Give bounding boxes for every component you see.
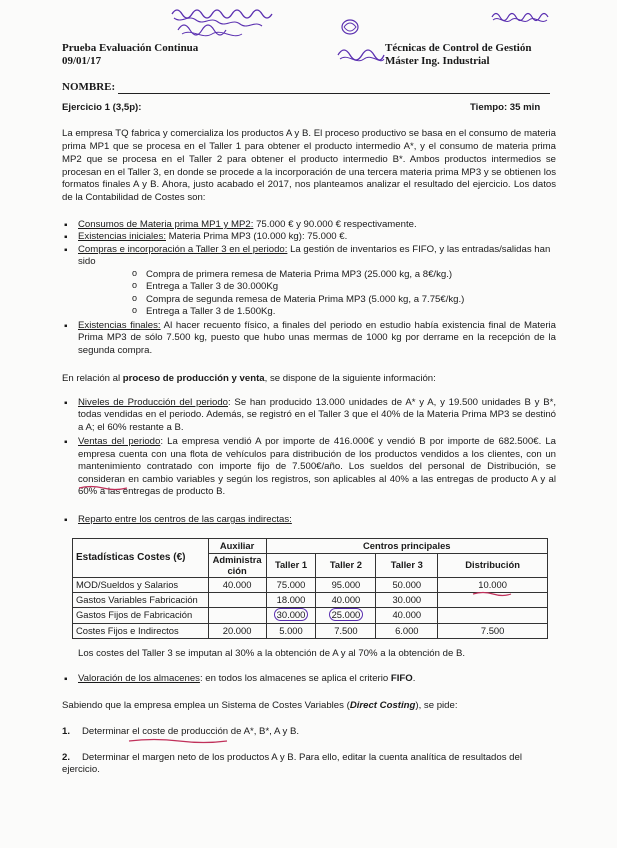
header-date: 09/01/17: [62, 55, 102, 67]
existencias-finales-item: ▪ Existencias finales: Al hacer recuento físico, a finales del periodo en estudio había existencia final de Materia Prima MP3 de sólo 7.500 kg, puesto que hubo unas mermas de 1000 kg por derrame en la recepción de la segunda compra.: [62, 320, 556, 357]
sub-list-item: o Entrega a Taller 3 de 30.000Kg: [132, 281, 556, 293]
name-line: [118, 93, 550, 94]
list-item: ▪ Ventas del periodo: La empresa vendió A por importe de 416.000€ y vendió B por importe de 682.500€. La empresa cuenta con una flota de vehículos para distribución de los productos vendidos a los clientes, con un mantenimiento contratado con importe fijo de 7.500€/año. Los sueldos del personal de Distribución, se consideran en cambio variables y según los registros, son aplicables al 40% a las entregas de producto A y al 60% a las entregas de producto B.: [62, 436, 556, 498]
list-item: ▪ Existencias iniciales: Materia Prima MP3 (10.000 kg): 75.000 €.: [62, 231, 556, 243]
handwritten-underline: [128, 738, 228, 744]
cost-data-list: [62, 219, 556, 319]
table-title: Estadísticas Costes (€): [73, 539, 209, 578]
sub-list-item: o Entrega a Taller 3 de 1.500Kg.: [132, 306, 556, 318]
col-header: Taller 2: [316, 554, 376, 578]
col-header: Administración: [208, 554, 266, 578]
handwritten-underline: [472, 591, 512, 597]
valoracion-item: ▪ Valoración de los almacenes: en todos los almacenes se aplica el criterio FIFO.: [62, 673, 415, 685]
exercise-title: Ejercicio 1 (3,5p):: [62, 102, 142, 113]
col-header: Distribución: [438, 554, 548, 578]
table-row: MOD/Sueldos y Salarios 40.000 75.000 95.000 50.000 10.000: [73, 577, 548, 592]
table-row: Gastos Fijos de Fabricación 30.000 25.000 40.000: [73, 608, 548, 623]
cost-statistics-table: [72, 538, 548, 639]
list-item: ▪ Compras e incorporación a Taller 3 en el periodo: La gestión de inventarios es FIFO, y las entradas/salidas han sido o Compra de primera remesa de Materia Prima MP3 (25.000 kg, a 8€/kg.) o Entrega a Taller 3 de 30.000Kg o Compra de segunda remesa de Materia Prima MP3 (5.000 kg, a 7.75€/kg.) o Entrega a Taller 3 de 1.500Kg.: [62, 244, 556, 319]
sub-list-item: o Compra de segunda remesa de Materia Prima MP3 (5.000 kg, a 7.75€/kg.): [132, 294, 556, 306]
exercise-time: Tiempo: 35 min: [470, 102, 541, 113]
table-row: Costes Fijos e Indirectos 20.000 5.000 7.500 6.000 7.500: [73, 623, 548, 638]
handwritten-scribble-top-right: [490, 9, 550, 25]
header-subject-title: Técnicas de Control de Gestión: [385, 42, 532, 54]
handwritten-underline: [78, 485, 128, 491]
principal-header: Centros principales: [266, 539, 547, 554]
question-2: 2. Determinar el margen neto de los productos A y B. Para ello, editar la cuenta analítica de resultados del ejercicio.: [62, 752, 522, 776]
list-item: ▪ Consumos de Materia prima MP1 y MP2: 75.000 € y 90.000 € respectivamente.: [62, 219, 556, 231]
question-1: 1. Determinar el coste de producción de A*, B*, A y B.: [62, 726, 300, 737]
sub-list-item: o Compra de primera remesa de Materia Prima MP3 (25.000 kg, a 8€/kg.): [132, 269, 556, 281]
production-data-list: [62, 397, 556, 499]
taller3-note: Los costes del Taller 3 se imputan al 30% a la obtención de A y al 70% a la obtención de B.: [78, 648, 466, 659]
col-header: Taller 3: [376, 554, 438, 578]
header-course-title: Prueba Evaluación Continua: [62, 42, 199, 54]
table-row: Gastos Variables Fabricación 18.000 40.000 30.000: [73, 593, 548, 608]
header-program: Máster Ing. Industrial: [385, 55, 490, 67]
col-header: Taller 1: [266, 554, 316, 578]
sabiendo-paragraph: Sabiendo que la empresa emplea un Sistema de Costes Variables (Direct Costing), se pide:: [62, 700, 458, 711]
handwritten-scribble-top-mid: [336, 17, 386, 63]
handwritten-scribble-top-center: [168, 4, 278, 42]
name-label: NOMBRE:: [62, 81, 116, 93]
reparto-item: ▪ Reparto entre los centros de las cargas indirectas:: [62, 514, 292, 526]
production-intro: En relación al proceso de producción y venta, se dispone de la siguiente información:: [62, 373, 436, 384]
list-item: ▪ Niveles de Producción del periodo: Se han producido 13.000 unidades de A* y A, y 19.500 unidades B y B*, todas vendidas en el periodo. Además, se registró en el Taller 3 que el 40% de la Materia Prima MP3 se destinó a A; el 60% restante a B.: [62, 397, 556, 434]
aux-header: Auxiliar: [208, 539, 266, 554]
intro-paragraph: La empresa TQ fabrica y comercializa los productos A y B. El proceso productivo se basa en el consumo de materia prima MP1 que se procesa en el Taller 1 para obtener el producto intermedio A*, y el consumo de materia prima MP2 que se procesa en el Taller 2 para obtener el producto intermedio B*. Ambos productos intermedios se procesan en el Taller 3, en donde se procede a la incorporación de una tercera materia prima MP3 y se obtienen los formatos finales A y B. Ahora, justo acabado el 2017, nos planteamos analizar el resultado del ejercicio. Los datos de la Contabilidad de Costes son:: [62, 128, 556, 204]
